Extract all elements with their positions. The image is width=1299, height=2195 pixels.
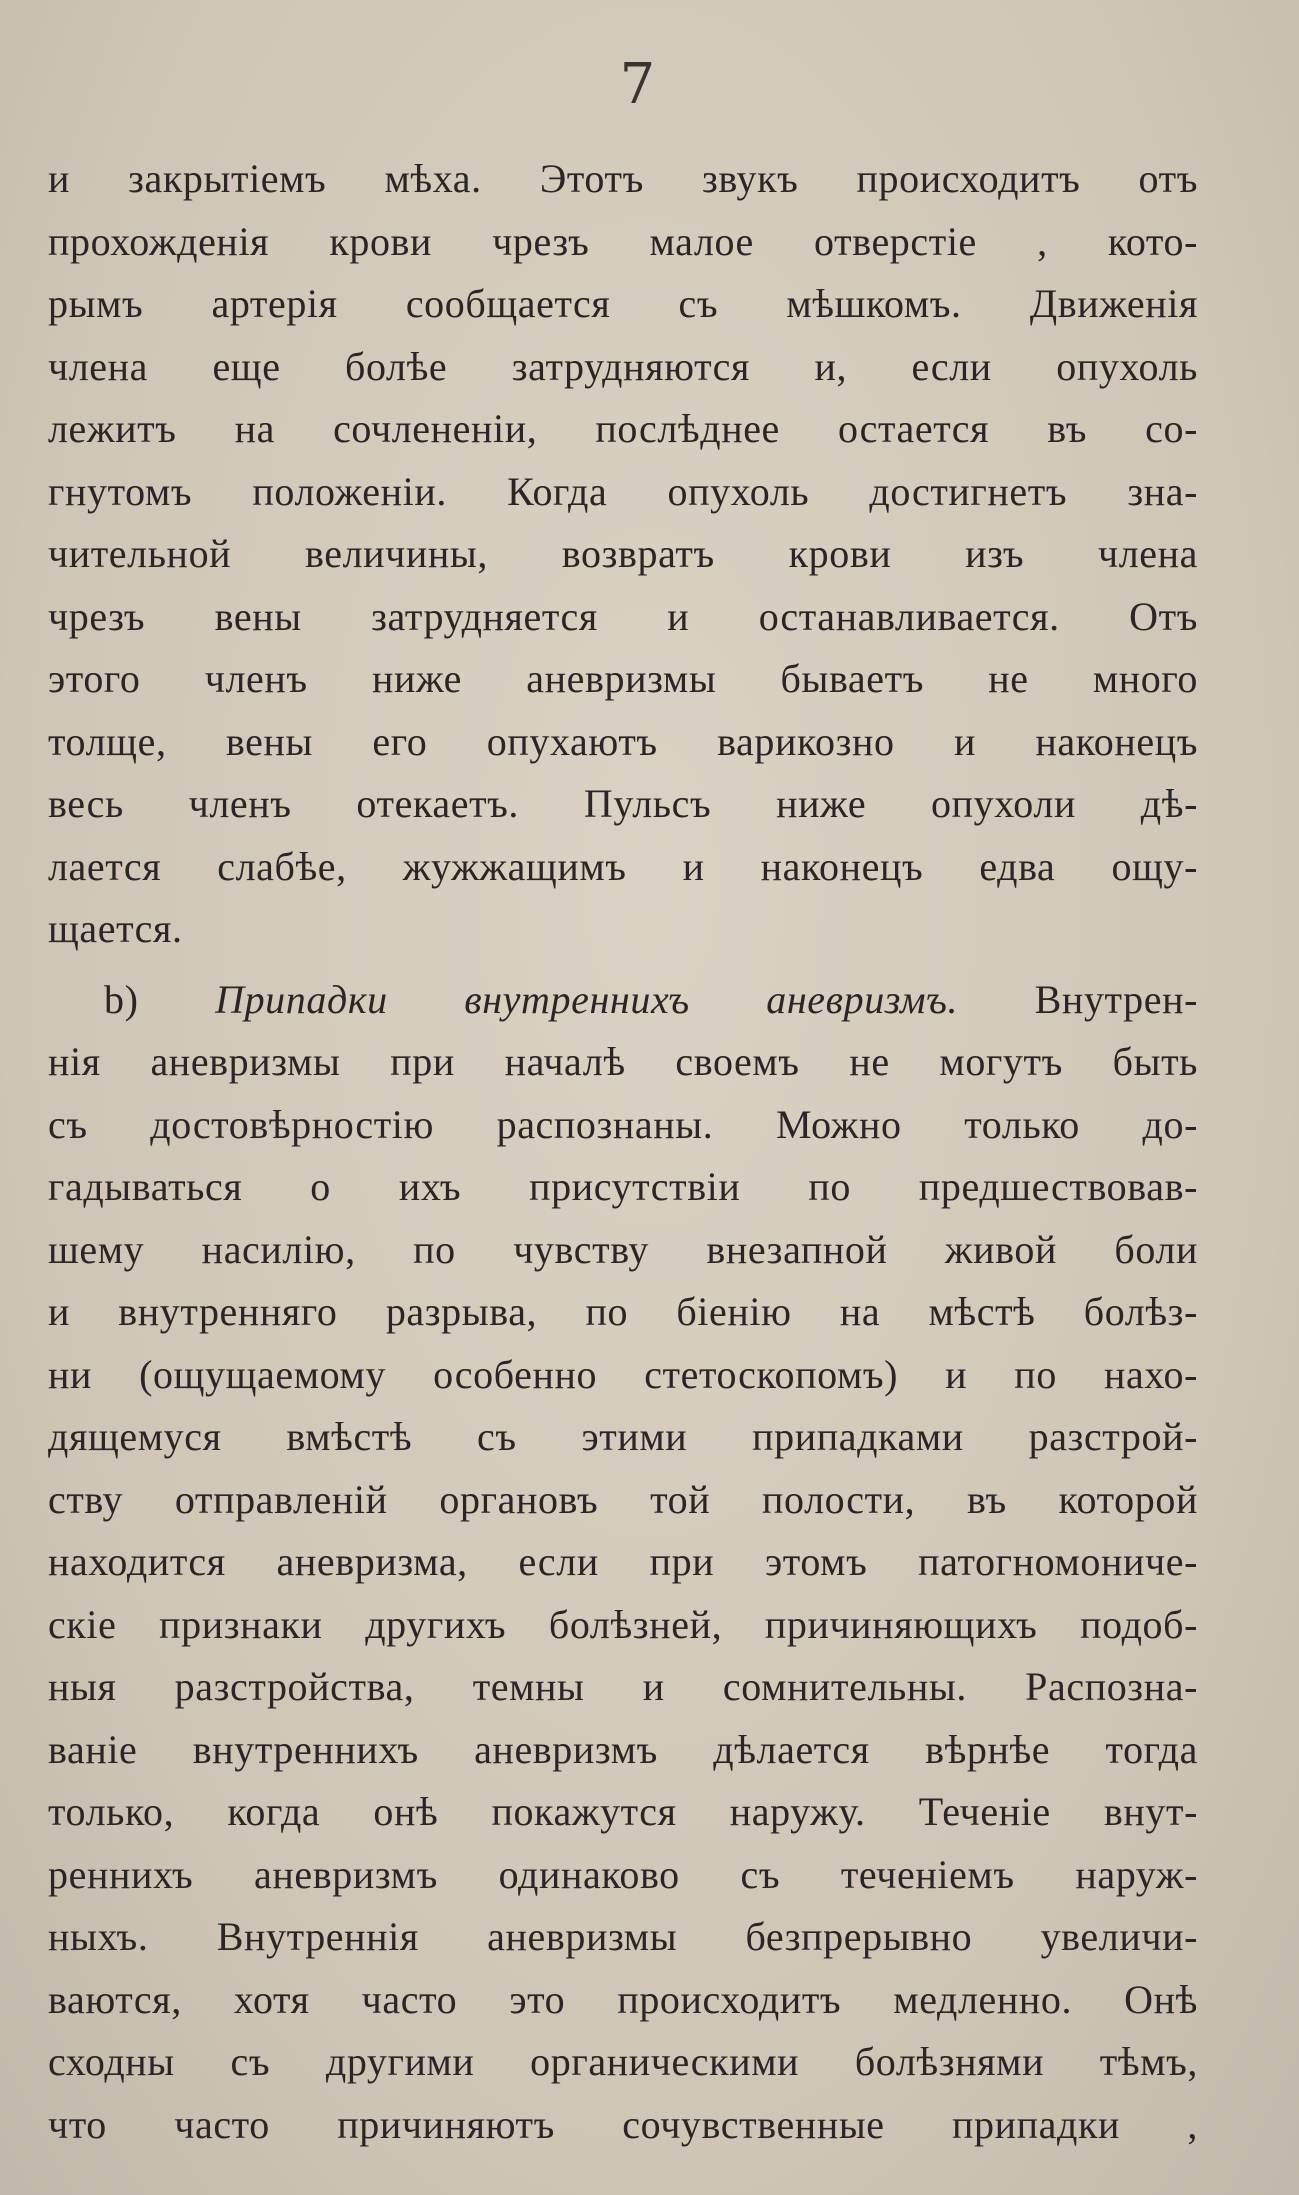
text-line: ваніе внутреннихъ аневризмъ дѣлается вѣрнѣе тогда (48, 1726, 1198, 1772)
text-line: ныхъ. Внутреннія аневризмы безпрерывно увеличи- (48, 1914, 1198, 1959)
text-line: и внутренняго разрыва, по біенію на мѣстѣ болѣз- (48, 1289, 1198, 1334)
text-line: реннихъ аневризмъ одинаково съ теченіемъ наруж- (48, 1851, 1198, 1897)
text-line: ству отправленій органовъ той полости, въ которой (48, 1476, 1198, 1522)
text-line: чительной величины, возвратъ крови изъ члена (48, 531, 1198, 576)
paragraph-gap (48, 961, 1198, 969)
text-line: шему насилію, по чувству внезапной живой боли (48, 1226, 1198, 1272)
page-number: 7 (619, 52, 656, 117)
text-line: члена еще болѣе затрудняются и, если опухоль (48, 343, 1198, 389)
text-line: этого членъ ниже аневризмы бываетъ не много (48, 656, 1198, 701)
text-line: только, когда онѣ покажутся наружу. Теченіе внут- (48, 1789, 1198, 1834)
text-line: чрезъ вены затрудняется и останавливается. Отъ (48, 593, 1198, 639)
text-line: щается. (48, 906, 183, 951)
text-line: съ достовѣрностію распознаны. Можно только до- (48, 1101, 1198, 1147)
section-heading-line (48, 969, 1198, 1032)
text-line: находится аневризма, если при этомъ патогномониче- (48, 1539, 1198, 1584)
text-line: ваются, хотя часто это происходитъ медленно. Онѣ (48, 1976, 1198, 2022)
text-line: нія аневризмы при началѣ своемъ не могутъ быть (48, 1039, 1198, 1084)
text-line: гадываться о ихъ присутствіи по предшествовав- (48, 1164, 1198, 1209)
text-line: лежитъ на сочлененіи, послѣднее остается въ со- (48, 406, 1198, 451)
text-line: прохожденія крови чрезъ малое отверстіе , кото- (48, 218, 1198, 264)
text-line-rest: Внутрен- (1034, 976, 1198, 1022)
text-line: ныя разстройства, темны и сомнительны. Распозна- (48, 1664, 1198, 1709)
text-line: дящемуся вмѣстѣ съ этими припадками разстрой- (48, 1414, 1198, 1459)
text-line: ни (ощущаемому особенно стетоскопомъ) и по нахо- (48, 1351, 1198, 1397)
text-line: скіе признаки другихъ болѣзней, причиняющихъ подоб- (48, 1601, 1198, 1647)
text-line: и закрытіемъ мѣха. Этотъ звукъ происходитъ отъ (48, 156, 1198, 201)
text-line: что часто причиняютъ сочувственные припадки , (48, 2101, 1198, 2147)
text-line: толще, вены его опухаютъ варикозно и наконецъ (48, 718, 1198, 764)
text-line: гнутомъ положеніи. Когда опухоль достигнетъ зна- (48, 468, 1198, 514)
text-line: рымъ артерія сообщается съ мѣшкомъ. Движенія (48, 281, 1198, 326)
text-line: лается слабѣе, жужжащимъ и наконецъ едва ощу- (48, 843, 1198, 889)
text-line: весь членъ отекаетъ. Пульсъ ниже опухоли дѣ- (48, 781, 1198, 826)
body-text (48, 148, 1198, 2156)
section-heading-text: Припадки внутреннихъ аневризмъ. (215, 976, 959, 1022)
section-label: b) (104, 976, 139, 1022)
text-line: сходны съ другими органическими болѣзнями тѣмъ, (48, 2039, 1198, 2084)
